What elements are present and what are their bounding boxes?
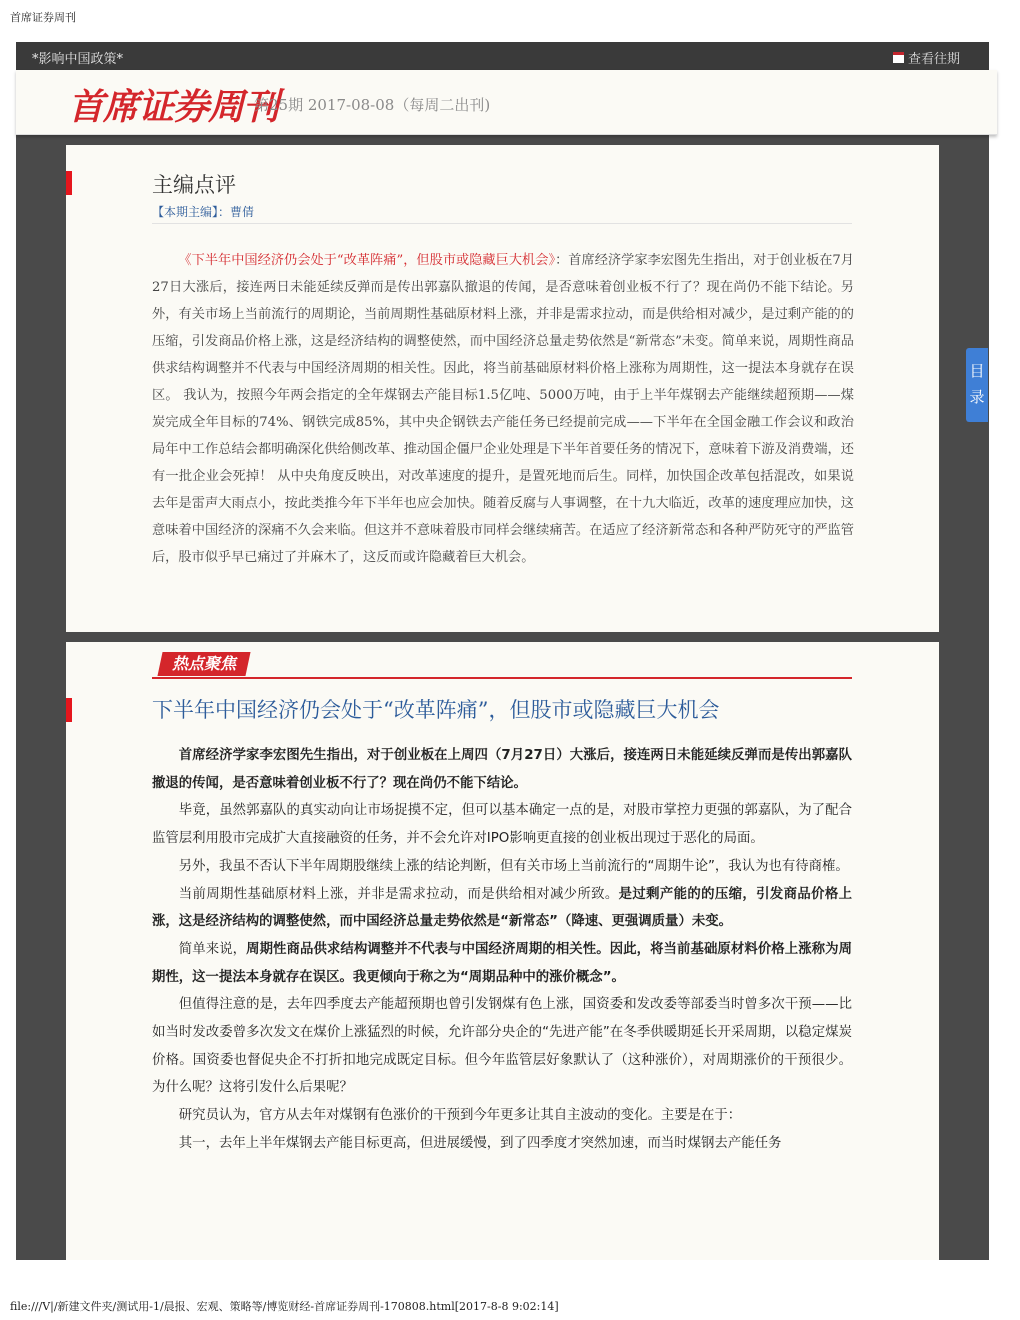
section-marker <box>66 171 72 195</box>
past-issues-label: 查看往期 <box>907 52 960 67</box>
paragraph: 首席经济学家李宏图先生指出，对于创业板在上周四（7月27日）大涨后，接连两日未能延续反弹而是传出郭嘉队撤退的传闻，是否意味着创业板不行了？现在尚仍不能下结论。 <box>152 748 852 791</box>
paragraph: 毕竟，虽然郭嘉队的真实动向让市场捉摸不定，但可以基本确定一点的是，对股市掌控力更强的郭嘉队，为了配合监管层利用股市完成扩大直接融资的任务，并不会允许对IPO影响更直接的创业板出现过于恶化的局面。 <box>152 803 852 847</box>
editorial-title: 主编点评 <box>152 173 236 197</box>
section-marker <box>66 698 72 722</box>
toc-label: 录 <box>969 388 985 406</box>
logo: 首席证券周刊 <box>68 87 279 128</box>
paragraph: 研究员认为，官方从去年对煤钢有色涨价的干预到今年更多让其自主波动的变化。主要是在于： <box>178 1108 742 1124</box>
past-issues-link[interactable] <box>893 48 960 67</box>
toc-label: 目 <box>969 362 985 380</box>
red-divider <box>152 677 852 679</box>
editorial-panel <box>66 145 939 632</box>
hot-focus-badge: 热点聚焦 <box>157 652 250 676</box>
article-title: 下半年中国经济仍会处于“改革阵痛”，但股市或隐藏巨大机会 <box>152 698 720 722</box>
slogan: *影响中国政策* <box>32 52 124 67</box>
editor-line <box>152 203 254 220</box>
top-bar <box>16 42 989 70</box>
paragraph: 当前周期性基础原材料上涨，并非是需求拉动，而是供给相对减少所致。是过剩产能的的压缩，引发商品价格上涨，这是经济结构的调整使然，而中国经济总量走势依然是“新常态”（降速、更强调质量）未变。 <box>152 886 852 930</box>
issue-info: 第25期 2017-08-08（每周二出刊) <box>254 96 491 114</box>
paragraph: 另外，我虽不否认下半年周期股继续上涨的结论判断，但有关市场上当前流行的“周期牛论”，我认为也有待商榷。 <box>178 858 849 874</box>
editor-label: 【本期主编】： <box>152 205 231 219</box>
paragraph: 其一，去年上半年煤钢去产能目标更高，但进展缓慢，到了四季度才突然加速，而当时煤钢去产能任务 <box>178 1135 782 1151</box>
masthead <box>16 70 997 135</box>
divider <box>152 223 852 224</box>
editor-name: 曹倩 <box>230 205 255 219</box>
editorial-text: ：首席经济学家李宏图先生指出，对于创业板在7月27日大涨后，接连两日未能延续反弹而是传出郭嘉队撤退的传闻，是否意味着创业板不行了？现在尚仍不能下结论。另外，有关市场上当前流行的周期论，当前周期性基础原材料上涨，并非是需求拉动，而是供给相对减少，是过剩产能的的压缩，引发商品价格上涨，这是经济结构的调整使然，而中国经济总量走势依然是“新常态”未变。简单来说，周期性商品供求结构调整并不代表与中国经济周期的相关性。因此，将当前基础原材料价格上涨称为周期性，这一提法本身就存在误区。 我认为，按照今年两会指定的全年煤钢去产能目标1.5亿吨、5000万吨，由于上半年煤钢去产能继续超预期——煤炭完成全年目标的74%、钢铁完成85%，其中央企钢铁去产能任务已经提前完成——下半年在全国金融工作会议和政治局年中工作总结会都明确深化供给侧改革、推动国企僵尸企业处理是下半年首要任务的情况下，意味着下游及消费端，还有一批企业会死掉！ 从中央角度反映出，对改革速度的提升，是置死地而后生。同样，加快国企改革包括混改，如果说去年是雷声大雨点小，按此类推今年下半年也应会加快。随着反腐与人事调整，在十九大临近，改革的速度理应加快，这意味着中国经济的深痛不久会来临。但这并不意味着股市同样会继续痛苦。在适应了经济新常态和各种严防死守的严监管后，股市似乎早已痛过了并麻木了，这反而或许隐藏着巨大机会。 <box>152 253 854 565</box>
print-footer: file:///V|/新建文件夹/测试用-1/晨报、宏观、策略等/博览财经-首席证券周刊-170808.html[2017-8-8 9:02:14] <box>10 1300 559 1313</box>
paragraph: 但值得注意的是，去年四季度去产能超预期也曾引发钢煤有色上涨，国资委和发改委等部委当时曾多次干预——比如当时发改委曾多次发文在煤价上涨猛烈的时候，允许部分央企的“先进产能”在冬季供暖期延长开采周期，以稳定煤炭价格。国资委也督促央企不打折扣地完成既定目标。但今年监管层好象默认了（这种涨价），对周期涨价的干预很少。为什么呢？这将引发什么后果呢？ <box>152 997 852 1096</box>
print-header: 首席证券周刊 <box>10 11 76 24</box>
toc-button[interactable] <box>966 348 988 422</box>
calendar-icon <box>893 52 904 63</box>
paragraph: 简单来说，周期性商品供求结构调整并不代表与中国经济周期的相关性。因此，将当前基础原材料价格上涨称为周期性，这一提法本身就存在误区。我更倾向于称之为“周期品种中的涨价概念”。 <box>152 941 852 985</box>
article-body <box>152 742 852 1158</box>
editorial-body <box>152 247 854 571</box>
hot-focus-panel <box>66 642 939 1260</box>
article-link[interactable]: 《下半年中国经济仍会处于“改革阵痛”，但股市或隐藏巨大机会》 <box>178 253 556 268</box>
